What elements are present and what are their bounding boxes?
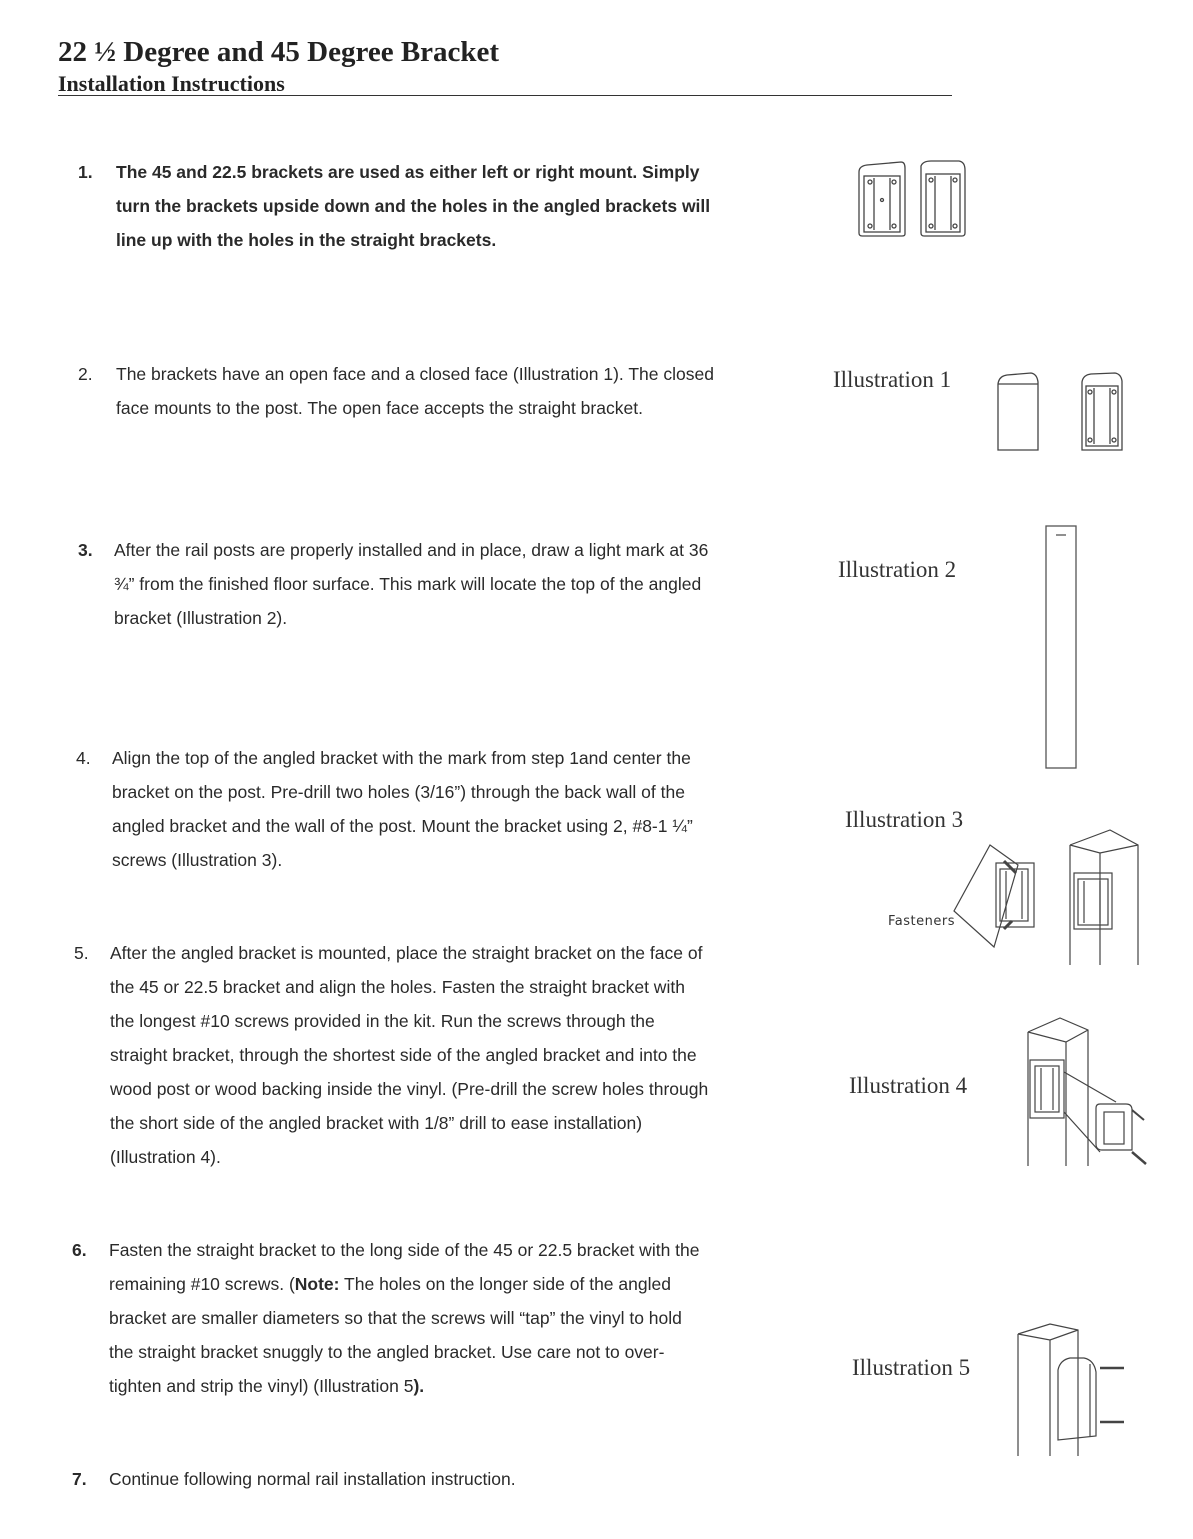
step-5-number: 5. [74, 943, 89, 963]
step-6-line-5a: tighten and strip the vinyl) (Illustration 5 [109, 1376, 414, 1396]
step-6-line-5 [109, 1369, 700, 1403]
step-6-line-2b: The holes on the longer side of the angled [339, 1274, 671, 1294]
step-6-note-label: Note: [294, 1274, 340, 1294]
step-3-line-1: After the rail posts are properly installed and in place, draw a light mark at 36 [114, 540, 709, 560]
step-4-line-1: Align the top of the angled bracket with the mark from step 1and center the [112, 748, 691, 768]
step-1-brackets-figure [855, 158, 970, 240]
step-3-line-2: ¾” from the finished floor surface. This mark will locate the top of the angled [114, 574, 702, 594]
step-5-line-1: After the angled bracket is mounted, place the straight bracket on the face of [110, 943, 703, 963]
illustration-4-label: Illustration 4 [849, 1073, 968, 1098]
step-6-line-4: the straight bracket snuggly to the angled bracket. Use care not to over- [109, 1342, 665, 1362]
step-2-line-2: face mounts to the post. The open face accepts the straight bracket. [116, 398, 643, 418]
illustration-2-post-figure [1040, 522, 1085, 772]
step-7-line-1: Continue following normal rail installation instruction. [109, 1469, 516, 1489]
title-rule [58, 95, 952, 96]
step-2-line-1: The brackets have an open face and a closed face (Illustration 1). The closed [116, 364, 714, 384]
step-2-number: 2. [78, 364, 93, 384]
step-5-line-7: (Illustration 4). [110, 1147, 221, 1167]
step-4-line-4: screws (Illustration 3). [112, 850, 283, 870]
illustration-4-figure [1020, 1012, 1150, 1172]
illustration-1-figure [993, 370, 1128, 455]
step-1-number: 1. [78, 162, 93, 182]
step-5-line-3: the longest #10 screws provided in the kit. Run the screws through the [110, 1011, 655, 1031]
step-1-line-3: line up with the holes in the straight brackets. [116, 230, 497, 250]
step-6-line-2 [109, 1267, 700, 1301]
step-5-line-4: straight bracket, through the shortest side of the angled bracket and into the [110, 1045, 697, 1065]
step-3-number: 3. [78, 540, 93, 560]
illustration-5-label: Illustration 5 [852, 1355, 971, 1380]
illustration-2-label: Illustration 2 [838, 557, 957, 582]
step-7-number: 7. [72, 1469, 87, 1489]
step-4-line-3: angled bracket and the wall of the post. Mount the bracket using 2, #8-1 ¼” [112, 816, 693, 836]
step-6-line-5b: ). [413, 1376, 425, 1396]
document-subtitle: Installation Instructions [58, 71, 285, 96]
step-4-number: 4. [76, 748, 91, 768]
illustration-5-figure [1010, 1320, 1135, 1460]
step-5-line-6: the short side of the angled bracket with 1/8” drill to ease installation) [110, 1113, 643, 1133]
step-1-line-1: The 45 and 22.5 brackets are used as either left or right mount. Simply [116, 162, 700, 182]
step-1-line-2: turn the brackets upside down and the holes in the angled brackets will [116, 196, 711, 216]
document-title: 22 ½ Degree and 45 Degree Bracket [58, 36, 500, 68]
step-3-line-3: bracket (Illustration 2). [114, 608, 288, 628]
step-6-number: 6. [72, 1240, 87, 1260]
illustration-3-figure [950, 825, 1145, 970]
step-5-line-5: wood post or wood backing inside the vinyl. (Pre-drill the screw holes through [110, 1079, 709, 1099]
step-6-line-3: bracket are smaller diameters so that the screws will “tap” the vinyl to hold [109, 1308, 682, 1328]
step-6-line-1: Fasten the straight bracket to the long side of the 45 or 22.5 bracket with the [109, 1240, 700, 1260]
step-5-line-2: the 45 or 22.5 bracket and align the holes. Fasten the straight bracket with [110, 977, 685, 997]
step-4-line-2: bracket on the post. Pre-drill two holes (3/16”) through the back wall of the [112, 782, 685, 802]
step-6-line-2a: remaining #10 screws. ( [109, 1274, 295, 1294]
fasteners-label: Fasteners [888, 914, 955, 929]
illustration-1-label: Illustration 1 [833, 367, 952, 392]
illustration-3-label: Illustration 3 [845, 807, 964, 832]
